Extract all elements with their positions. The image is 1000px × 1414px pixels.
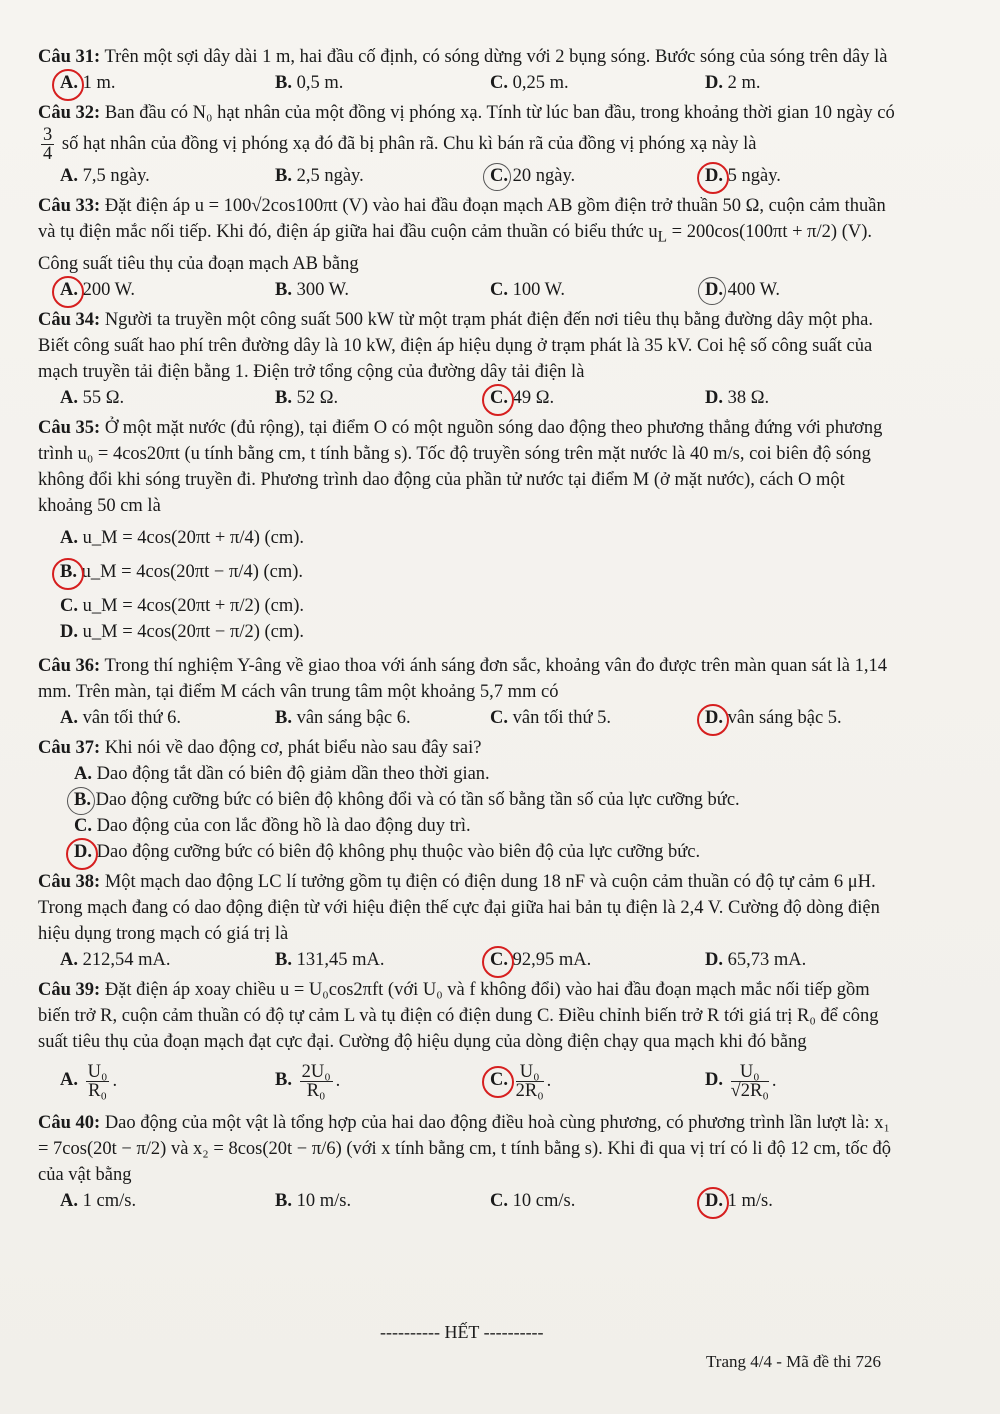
option-c[interactable]: C. Dao động của con lắc đồng hồ là dao động duy trì.	[74, 815, 471, 836]
question-stem: Ban đầu có N₀ hạt nhân của một đồng vị phóng xạ. Tính từ lúc ban đầu, trong khoảng thời gian 10 ngày có	[104, 103, 895, 123]
question-32	[38, 100, 898, 189]
options	[38, 70, 898, 96]
options	[38, 525, 898, 645]
options	[38, 1063, 898, 1100]
option-a[interactable]: A. $\frac{\text{U₀}}{\text{R₀}}$ .	[60, 1061, 118, 1101]
options	[38, 163, 898, 189]
option-b[interactable]: B. 10 m/s.	[275, 1190, 352, 1211]
question-stem: Trên một sợi dây dài 1 m, hai đầu cố định, có sóng dừng với 2 bụng sóng. Bước sóng của sóng trên dây là	[104, 47, 888, 67]
option-c[interactable]: C. $\frac{\text{U₀}}{\text{2R₀}}$ .	[490, 1061, 552, 1101]
option-c[interactable]: C. u_M = 4cos(20πt + π/2) (cm).	[60, 595, 305, 616]
end-marker: ---------- HẾT ----------	[380, 1322, 544, 1342]
question-label: Câu 31:	[38, 47, 101, 67]
question-33	[38, 193, 898, 303]
question-stem-cont: = 200cos(100πt + π/2) (V). Công suất tiêu thụ của đoạn mạch AB bằng	[38, 222, 873, 274]
option-a[interactable]: A. Dao động tắt dần có biên độ giảm dần theo thời gian.	[74, 763, 490, 784]
options	[38, 277, 898, 303]
option-c[interactable]: C. vân tối thứ 5.	[490, 707, 612, 728]
question-label: Câu 38:	[38, 871, 101, 892]
option-b[interactable]: B. u_M = 4cos(20πt − π/4) (cm).	[60, 561, 304, 582]
option-c[interactable]: C. 10 cm/s.	[490, 1190, 576, 1211]
question-31	[38, 44, 898, 96]
options	[38, 385, 898, 411]
question-stem: Một mạch dao động LC lí tưởng gồm tụ điện có điện dung 18 nF và cuộn cảm thuần có độ tự cảm 6 μH. Trong mạch đang có dao động điện từ với hiệu điện thế cực đại giữa hai bản tụ điện là 2,4 V. Cường độ dòng điện hiệu dụng trong mạch có giá trị là	[38, 871, 880, 944]
question-stem-cont: số hạt nhân của đồng vị phóng xạ đó đã bị phân rã. Chu kì bán rã của đồng vị phóng xạ này là	[61, 133, 757, 154]
question-label: Câu 40:	[38, 1112, 101, 1133]
question-34	[38, 307, 898, 411]
question-36	[38, 653, 898, 731]
option-d[interactable]: D. vân sáng bậc 5.	[705, 707, 842, 728]
question-label: Câu 39:	[38, 979, 101, 1000]
options	[38, 1188, 898, 1214]
question-label: Câu 36:	[38, 655, 101, 676]
option-b[interactable]: B. Dao động cưỡng bức có biên độ không đổi và có tần số bằng tần số của lực cưỡng bức.	[74, 789, 740, 810]
option-c[interactable]: C. 100 W.	[490, 279, 566, 300]
option-d[interactable]: D. 400 W.	[705, 279, 781, 300]
options	[38, 947, 898, 973]
option-a[interactable]: A. 1 cm/s.	[60, 1190, 137, 1211]
page-number: Trang 4/4 - Mã đề thi 726	[706, 1352, 882, 1371]
option-d[interactable]: D. $\frac{\text{U₀}}{\text{√2R₀}}$ .	[705, 1061, 777, 1101]
fraction: $\frac{3}{4}$	[43, 125, 53, 164]
question-stem: Người ta truyền một công suất 500 kW từ một trạm phát điện đến nơi tiêu thụ bằng đường dây một pha. Biết công suất hao phí trên đường dây là 10 kW, điện áp hiệu dụng ở trạm phát là 35 kV. Coi hệ số công suất của mạch truyền tải điện bằng 1. Điện trở tổng cộng của đường dây tải điện là	[38, 309, 873, 382]
option-a[interactable]: A. 200 W.	[60, 279, 136, 300]
option-c[interactable]: C. 0,25 m.	[490, 73, 569, 93]
question-label: Câu 35:	[38, 417, 101, 438]
option-b[interactable]: B. 0,5 m.	[275, 73, 344, 93]
question-stem: Ở một mặt nước (đủ rộng), tại điểm O có một nguồn sóng dao động theo phương thẳng đứng với phương trình u₀ = 4cos20πt (u tính bằng cm, t tính bằng s). Tốc độ truyền sóng trên mặt nước là 40 m/s, coi biên độ sóng không đổi khi sóng truyền đi. Phương trình dao động của phần tử nước tại điểm M (ở mặt nước), cách O một khoảng 50 cm là	[38, 417, 883, 516]
question-stem: Khi nói về dao động cơ, phát biểu nào sau đây sai?	[104, 737, 482, 758]
option-a[interactable]: A. 1 m.	[60, 73, 116, 93]
question-40	[38, 1110, 898, 1214]
question-label: Câu 32:	[38, 103, 101, 123]
option-c[interactable]: C. 92,95 mA.	[490, 949, 592, 970]
question-list	[38, 44, 898, 1218]
question-38	[38, 869, 898, 973]
option-c[interactable]: C. 20 ngày.	[490, 166, 576, 186]
question-label: Câu 34:	[38, 309, 101, 330]
option-d[interactable]: D. u_M = 4cos(20πt − π/2) (cm).	[60, 621, 305, 642]
option-a[interactable]: A. 7,5 ngày.	[60, 166, 150, 186]
option-d[interactable]: D. 2 m.	[705, 73, 761, 93]
question-label: Câu 33:	[38, 196, 101, 216]
option-a[interactable]: A. vân tối thứ 6.	[60, 707, 182, 728]
question-stem: Đặt điện áp u = 100√2cos100πt (V) vào hai đầu đoạn mạch AB gồm điện trở thuần 50 Ω, cuộn cảm thuần và tụ điện mắc nối tiếp. Khi đó, điện áp giữa hai đầu cuộn cảm thuần có biểu thức u	[38, 196, 886, 242]
question-stem: Dao động của một vật là tổng hợp của hai dao động điều hoà cùng phương, có phương trình lần lượt là: x₁ = 7cos(20t − π/2) và x₂ = 8cos(20t − π/6) (với x tính bằng cm, t tính bằng s). Khi đi qua vị trí có li độ 12 cm, tốc độ của vật bằng	[38, 1112, 892, 1185]
option-b[interactable]: B. vân sáng bậc 6.	[275, 707, 411, 728]
question-35	[38, 415, 898, 645]
option-c[interactable]: C. 49 Ω.	[490, 387, 555, 408]
option-d[interactable]: D. 38 Ω.	[705, 387, 770, 408]
option-a[interactable]: A. u_M = 4cos(20πt + π/4) (cm).	[60, 527, 305, 548]
options	[38, 705, 898, 731]
option-b[interactable]: B. 131,45 mA.	[275, 949, 385, 970]
option-a[interactable]: A. 212,54 mA.	[60, 949, 171, 970]
option-d[interactable]: D. 65,73 mA.	[705, 949, 807, 970]
option-b[interactable]: B. 52 Ω.	[275, 387, 339, 408]
subscript: L	[657, 228, 668, 246]
option-d[interactable]: D. 5 ngày.	[705, 166, 781, 186]
option-b[interactable]: B. 2,5 ngày.	[275, 166, 364, 186]
question-stem: Đặt điện áp xoay chiều u = U₀cos2πft (với U₀ và f không đổi) vào hai đầu đoạn mạch mắc nối tiếp gồm biến trở R, cuộn cảm thuần có độ tự cảm L và tụ điện có điện dung C. Điều chỉnh biến trở R tới giá trị R₀ để công suất tiêu thụ của đoạn mạch đạt cực đại. Cường độ hiệu dụng của dòng điện chạy qua mạch khi đó bằng	[38, 979, 879, 1052]
option-d[interactable]: D. Dao động cưỡng bức có biên độ không phụ thuộc vào biên độ của lực cưỡng bức.	[74, 841, 701, 862]
question-37	[38, 735, 898, 865]
question-stem: Trong thí nghiệm Y-âng về giao thoa với ánh sáng đơn sắc, khoảng vân đo được trên màn quan sát là 1,14 mm. Trên màn, tại điểm M cách vân trung tâm một khoảng 5,7 mm có	[38, 655, 887, 702]
question-39	[38, 977, 898, 1100]
options	[38, 761, 898, 865]
option-d[interactable]: D. 1 m/s.	[705, 1190, 773, 1211]
question-label: Câu 37:	[38, 737, 101, 758]
option-b[interactable]: B. $\frac{\text{2U₀}}{\text{R₀}}$ .	[275, 1061, 341, 1101]
option-b[interactable]: B. 300 W.	[275, 279, 350, 300]
option-a[interactable]: A. 55 Ω.	[60, 387, 125, 408]
